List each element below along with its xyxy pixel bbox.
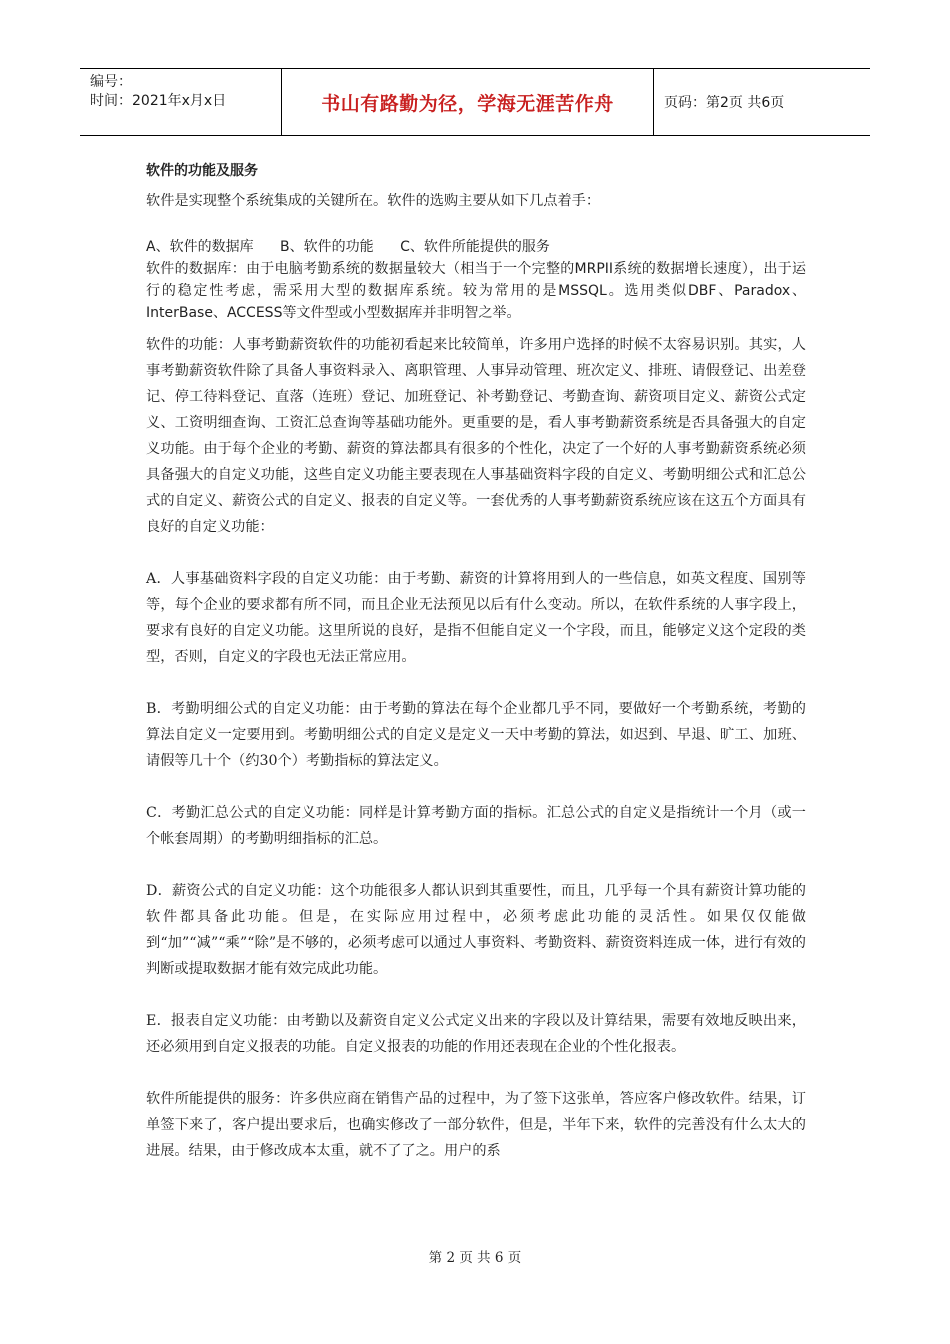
item-c-paragraph: C．考勤汇总公式的自定义功能：同样是计算考勤方面的指标。汇总公式的自定义是指统计一个月（或一个帐套周期）的考勤明细指标的汇总。	[146, 805, 806, 847]
header-motto-cell	[282, 69, 654, 135]
page-footer	[0, 1246, 950, 1266]
header-number-label: 编号：	[90, 74, 132, 90]
item-d-paragraph: D．薪资公式的自定义功能：这个功能很多人都认识到其重要性，而且，几乎每一个具有薪资计算功能的软件都具备此功能。但是，在实际应用过程中，必须考虑此功能的灵活性。如果仅仅能做到“加”“减”“乘”“除”是不够的，必须考虑可以通过人事资料、考勤资料、薪资资料连成一体，进行有效的判断或提取数据才能有效完成此功能。	[146, 883, 806, 977]
item-e-paragraph: E．报表自定义功能：由考勤以及薪资自定义公式定义出来的字段以及计算结果，需要有效地反映出来，还必须用到自定义报表的功能。自定义报表的功能的作用还表现在企业的个性化报表。	[146, 1013, 806, 1055]
option-a: A、软件的数据库	[146, 239, 254, 255]
item-a-paragraph: A．人事基础资料字段的自定义功能：由于考勤、薪资的计算将用到人的一些信息，如英文程度、国别等等，每个企业的要求都有所不同，而且企业无法预见以后有什么变动。所以，在软件系统的人事字段上，要求有良好的自定义功能。这里所说的良好，是指不但能自定义一个字段，而且，能够定义这个定段的类型，否则，自定义的字段也无法正常应用。	[146, 571, 806, 665]
footer-page-number: 第 2 页 共 6 页	[428, 1250, 522, 1266]
header-meta-cell	[80, 69, 282, 135]
document-header	[80, 68, 870, 136]
database-paragraph: 软件的数据库：由于电脑考勤系统的数据量较大（相当于一个完整的MRPII系统的数据增长速度），出于运行的稳定性考虑，需采用大型的数据库系统。较为常用的是MSSQL。选用类似DBF、Paradox、InterBase、ACCESS等文件型或小型数据库并非明智之举。	[146, 261, 806, 321]
item-b-paragraph: B．考勤明细公式的自定义功能：由于考勤的算法在每个企业都几乎不同，要做好一个考勤系统，考勤的算法自定义一定要用到。考勤明细公式的自定义是定义一天中考勤的算法，如迟到、早退、旷工、加班、请假等几十个（约30个）考勤指标的算法定义。	[146, 701, 806, 769]
service-paragraph: 软件所能提供的服务：许多供应商在销售产品的过程中，为了签下这张单，答应客户修改软件。结果，订单签下来了，客户提出要求后，也确实修改了一部分软件，但是，半年下来，软件的完善没有什么太大的进展。结果，由于修改成本太重，就不了了之。用户的系	[146, 1091, 806, 1159]
intro-paragraph: 软件是实现整个系统集成的关键所在。软件的选购主要从如下几点着手：	[146, 193, 601, 209]
option-c: C、软件所能提供的服务	[400, 239, 550, 255]
option-b: B、软件的功能	[280, 239, 374, 255]
option-list	[146, 236, 806, 258]
function-paragraph: 软件的功能：人事考勤薪资软件的功能初看起来比较简单，许多用户选择的时候不太容易识别。其实，人事考勤薪资软件除了具备人事资料录入、离职管理、人事异动管理、班次定义、排班、请假登记、出差登记、停工待料登记、直落（连班）登记、加班登记、补考勤登记、考勤查询、薪资项目定义、薪资公式定义、工资明细查询、工资汇总查询等基础功能外。更重要的是，看人事考勤薪资系统是否具备强大的自定义功能。由于每个企业的考勤、薪资的算法都具有很多的个性化，决定了一个好的人事考勤薪资系统必须具备强大的自定义功能，这些自定义功能主要表现在人事基础资料字段的自定义、考勤明细公式和汇总公式的自定义、薪资公式的自定义、报表的自定义等。一套优秀的人事考勤薪资系统应该在这五个方面具有良好的自定义功能：	[146, 337, 806, 535]
document-body	[146, 160, 806, 1164]
header-page-info: 页码：第2页 共6页	[664, 95, 785, 111]
header-time-label: 时间：2021年x月x日	[90, 93, 227, 109]
header-motto: 书山有路勤为径，学海无涯苦作舟	[321, 92, 614, 115]
section-title: 软件的功能及服务	[146, 163, 258, 179]
header-page-cell	[654, 69, 870, 135]
